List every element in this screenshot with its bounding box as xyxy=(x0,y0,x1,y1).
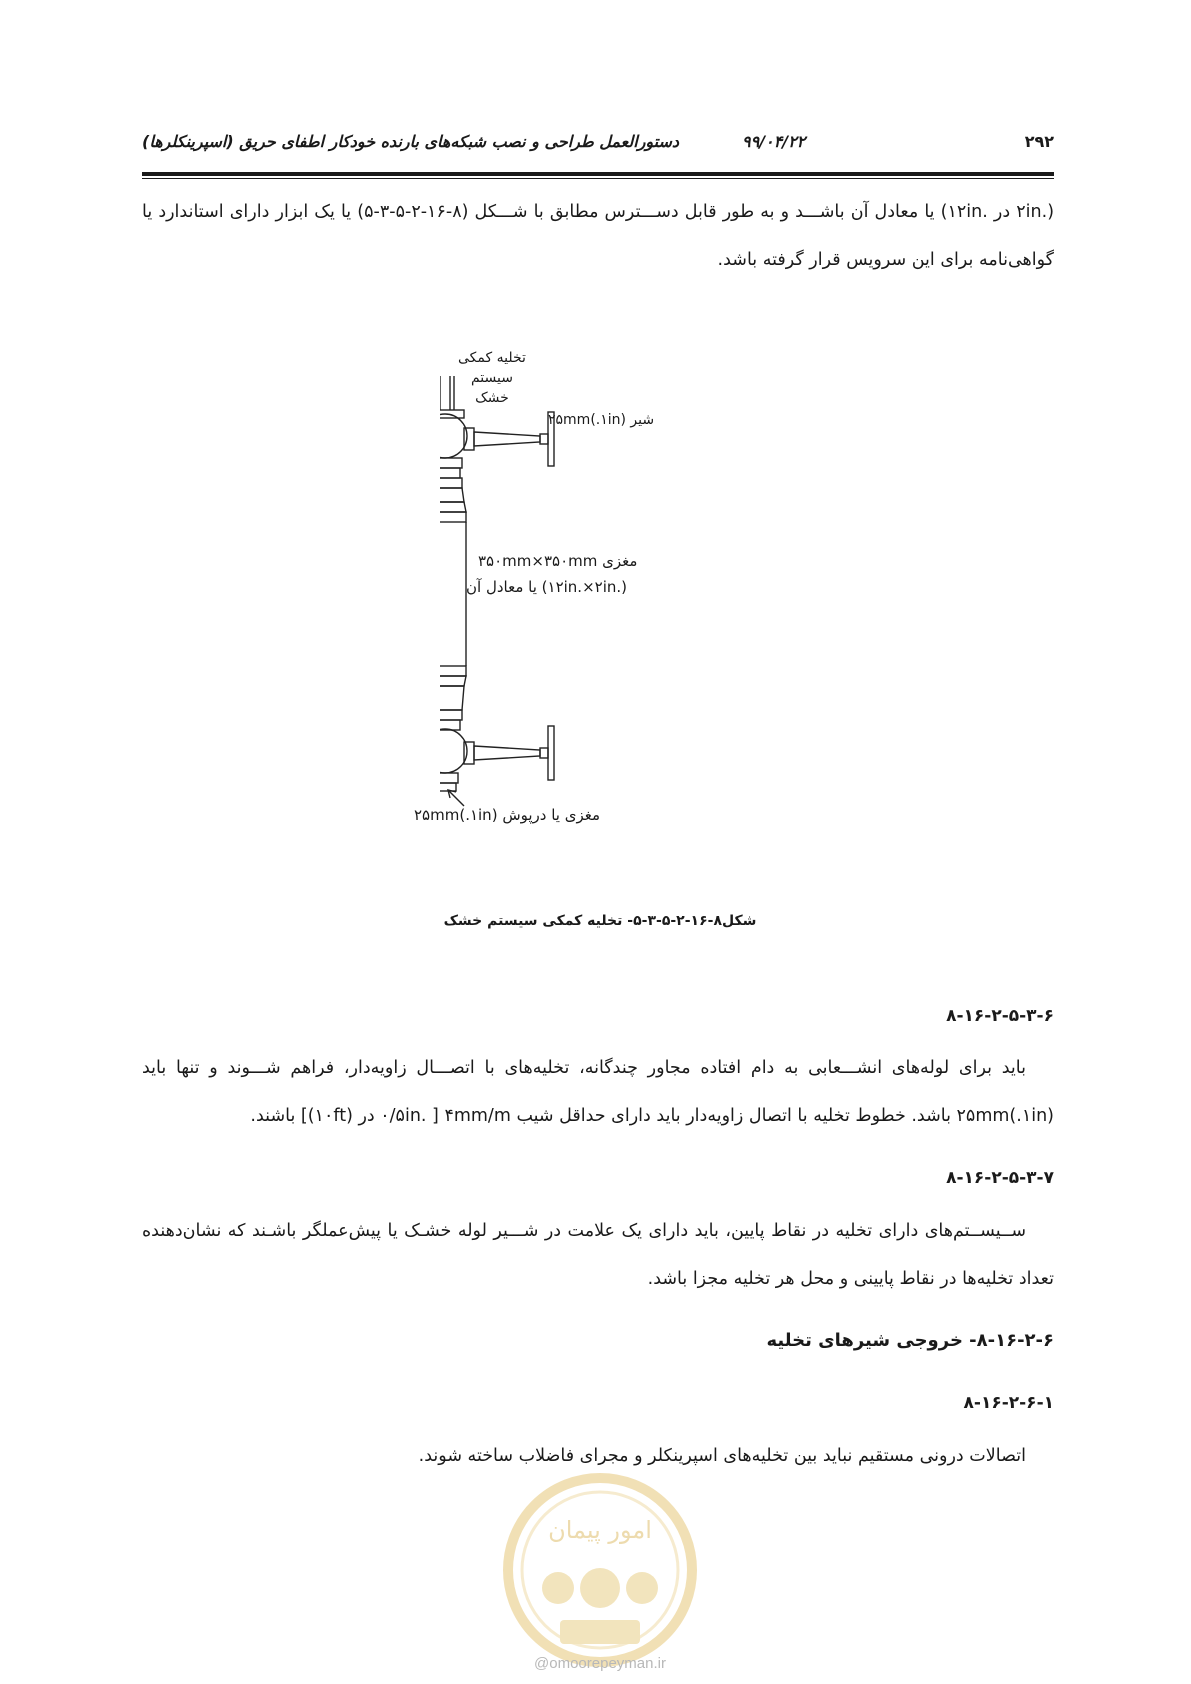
section-number: ۸-۱۶-۲-۵-۳-۷ xyxy=(946,1168,1054,1188)
watermark-url: @omoorepeyman.ir xyxy=(534,1655,666,1672)
section-text: اتصالات درونی مستقیم نباید بین تخلیه‌های اسپرینکلر و مجرای فاضلاب ساخته شوند. xyxy=(418,1446,1026,1466)
section-number: ۸-۱۶-۲-۶-۱ xyxy=(963,1393,1054,1413)
figure-caption: شکل۸-۱۶-۲-۵-۳-۵- تخلیه کمکی سیستم خشک xyxy=(443,913,757,929)
header-date: ۹۹/۰۴/۲۲ xyxy=(742,132,806,151)
label-plug: مغزی یا درپوش ۲۵mm(.۱in) xyxy=(414,806,601,824)
label-valve: شیر ۲۵mm(.۱in) xyxy=(548,412,655,428)
drain-diagram xyxy=(440,376,700,846)
watermark-logo xyxy=(500,1470,700,1670)
watermark-text: امور پیمان xyxy=(548,1516,652,1544)
figure-drain-assembly xyxy=(414,350,700,850)
header-title: دستورالعمل طراحی و نصب شبکه‌های بارنده خودکار اطفای حریق (اسپرینکلرها) xyxy=(142,132,680,151)
section-text: باید برای لوله‌های انشـــعابی به دام افتاده مجاور چندگانه، تخلیه‌های با اتصـــال زاویه‌دار، فراهم شـــوند و تنها باید ۲۵mm(.۱in) باشد. خطوط تخلیه با اتصال زاویه‌دار باید دارای حداقل شیب ۴mm/m [ .۰/۵in در (۱۰ft)] باشند. xyxy=(142,1058,1054,1126)
page-number: ۲۹۲ xyxy=(1024,132,1054,151)
intro-paragraph: (.۲in در .۱۲in) یا معادل آن باشـــد و به طور قابل دســـترس مطابق با شـــکل (۸-۱۶-۲-۵-۳-۵) یا یک ابزار دارای استاندارد یا گواهی‌نامه برای این سرویس قرار گرفته باشد. xyxy=(142,202,1055,270)
subheading: ۸-۱۶-۲-۶- خروجی شیرهای تخلیه xyxy=(766,1330,1054,1351)
header-rule xyxy=(142,172,1054,176)
header-rule-thin xyxy=(142,178,1054,179)
section-text: ســیســتم‌های دارای تخلیه در نقاط پایین، باید دارای یک علامت در شـــیر لوله خشـک یا پیش‌عملگر باشـند که نشان‌دهنده تعداد تخلیه‌ها در نقاط پایینی و محل هر تخلیه مجزا باشد. xyxy=(142,1221,1054,1289)
label-nipple-size: مغزی ۳۵۰mm×۳۵۰mm xyxy=(478,552,638,570)
label-nipple-equivalent: (.۱۲in.×۲in) یا معادل آن xyxy=(466,578,627,596)
page-header xyxy=(142,128,1054,158)
section-number: ۸-۱۶-۲-۵-۳-۶ xyxy=(946,1006,1054,1026)
label-auxiliary-drain: تخلیه کمکی سیستم خشک xyxy=(458,350,526,406)
